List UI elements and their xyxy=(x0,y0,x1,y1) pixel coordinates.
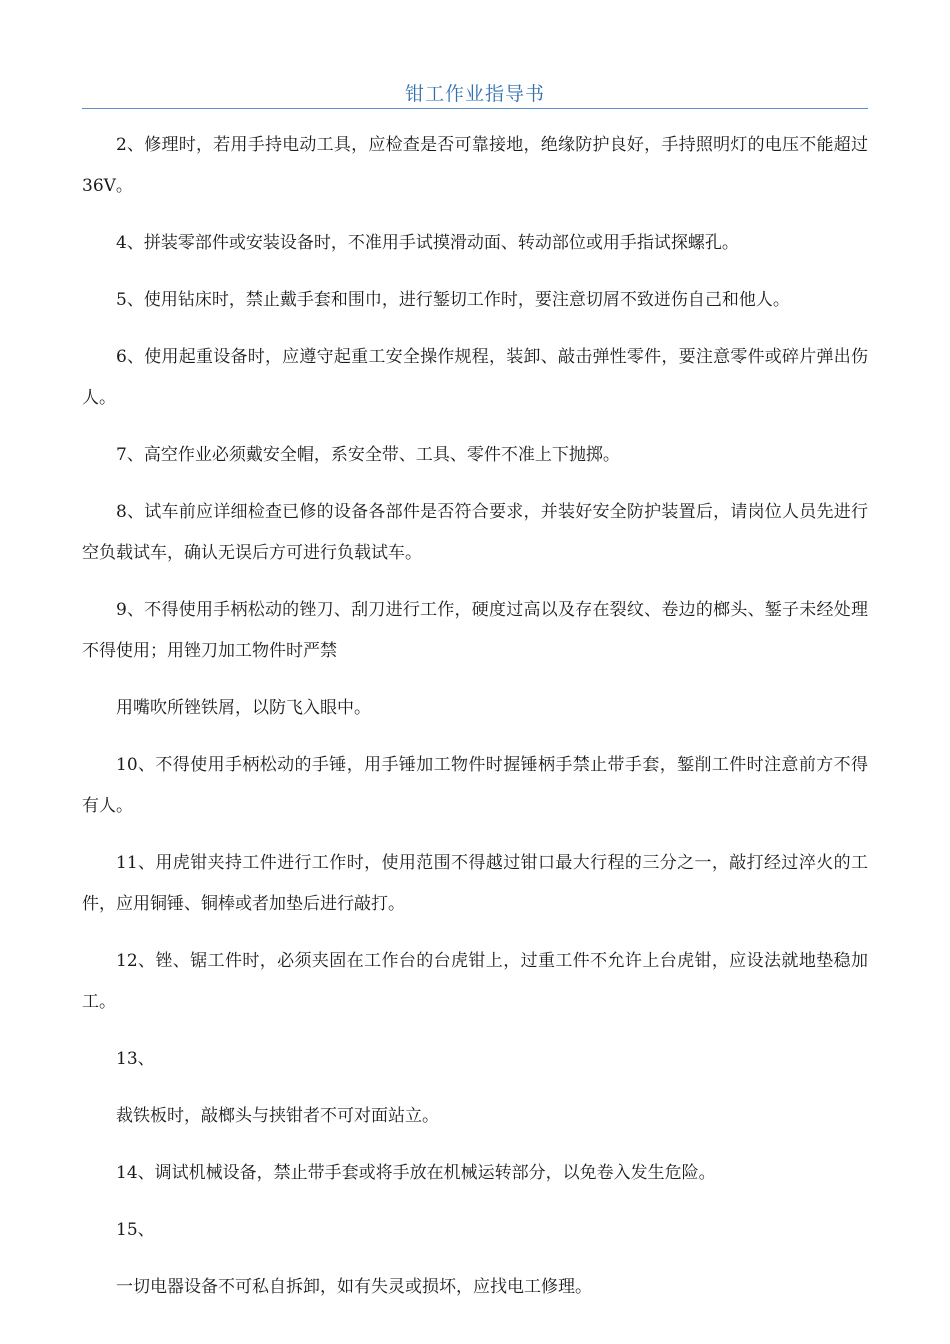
paragraph-item-2: 2、修理时，若用手持电动工具，应检查是否可靠接地，绝缘防护良好，手持照明灯的电压不能超过36V。 xyxy=(82,135,868,196)
paragraph-item-4: 4、拼装零部件或安装设备时，不准用手试摸滑动面、转动部位或用手指试探螺孔。 xyxy=(116,233,739,253)
paragraph-item-13: 裁铁板时，敲榔头与挟钳者不可对面站立。 xyxy=(116,1106,439,1126)
paragraph-item-11: 11、用虎钳夹持工件进行工作时，使用范围不得越过钳口最大行程的三分之一，敲打经过淬火的工件，应用铜锤、铜棒或者加垫后进行敲打。 xyxy=(82,853,868,914)
paragraph-item-8: 8、试车前应详细检查已修的设备各部件是否符合要求，并装好安全防护装置后，请岗位人员先进行空负载试车，确认无误后方可进行负载试车。 xyxy=(82,502,868,563)
paragraph-item-10: 10、不得使用手柄松动的手锤，用手锤加工物件时握锤柄手禁止带手套，錾削工件时注意前方不得有人。 xyxy=(82,755,868,816)
paragraph-item-6: 6、使用起重设备时，应遵守起重工安全操作规程，装卸、敲击弹性零件，要注意零件或碎片弹出伤人。 xyxy=(82,347,868,408)
paragraph-item-9-continued: 用嘴吹所锉铁屑，以防飞入眼中。 xyxy=(116,698,371,718)
paragraph-item-12: 12、锉、锯工件时，必须夹固在工作台的台虎钳上，过重工件不允许上台虎钳，应设法就地垫稳加工。 xyxy=(82,951,868,1012)
document-header-title: 钳工作业指导书 xyxy=(404,83,545,105)
paragraph-item-9: 9、不得使用手柄松动的锉刀、刮刀进行工作，硬度过高以及存在裂纹、卷边的榔头、錾子未经处理不得使用；用锉刀加工物件时严禁 xyxy=(82,600,868,661)
paragraph-item-15: 一切电器设备不可私自拆卸，如有失灵或损坏，应找电工修理。 xyxy=(116,1277,592,1297)
paragraph-item-14: 14、调试机械设备，禁止带手套或将手放在机械运转部分，以免卷入发生危险。 xyxy=(116,1163,716,1183)
document-body xyxy=(82,125,868,1324)
paragraph-item-13-number: 13、 xyxy=(116,1049,155,1069)
header-divider xyxy=(82,108,868,109)
paragraph-item-7: 7、高空作业必须戴安全帽，系安全带、工具、零件不准上下抛掷。 xyxy=(116,445,620,465)
paragraph-item-15-number: 15、 xyxy=(116,1220,155,1240)
paragraph-item-5: 5、使用钻床时，禁止戴手套和围巾，进行錾切工作时，要注意切屑不致迸伤自己和他人。 xyxy=(116,290,790,310)
